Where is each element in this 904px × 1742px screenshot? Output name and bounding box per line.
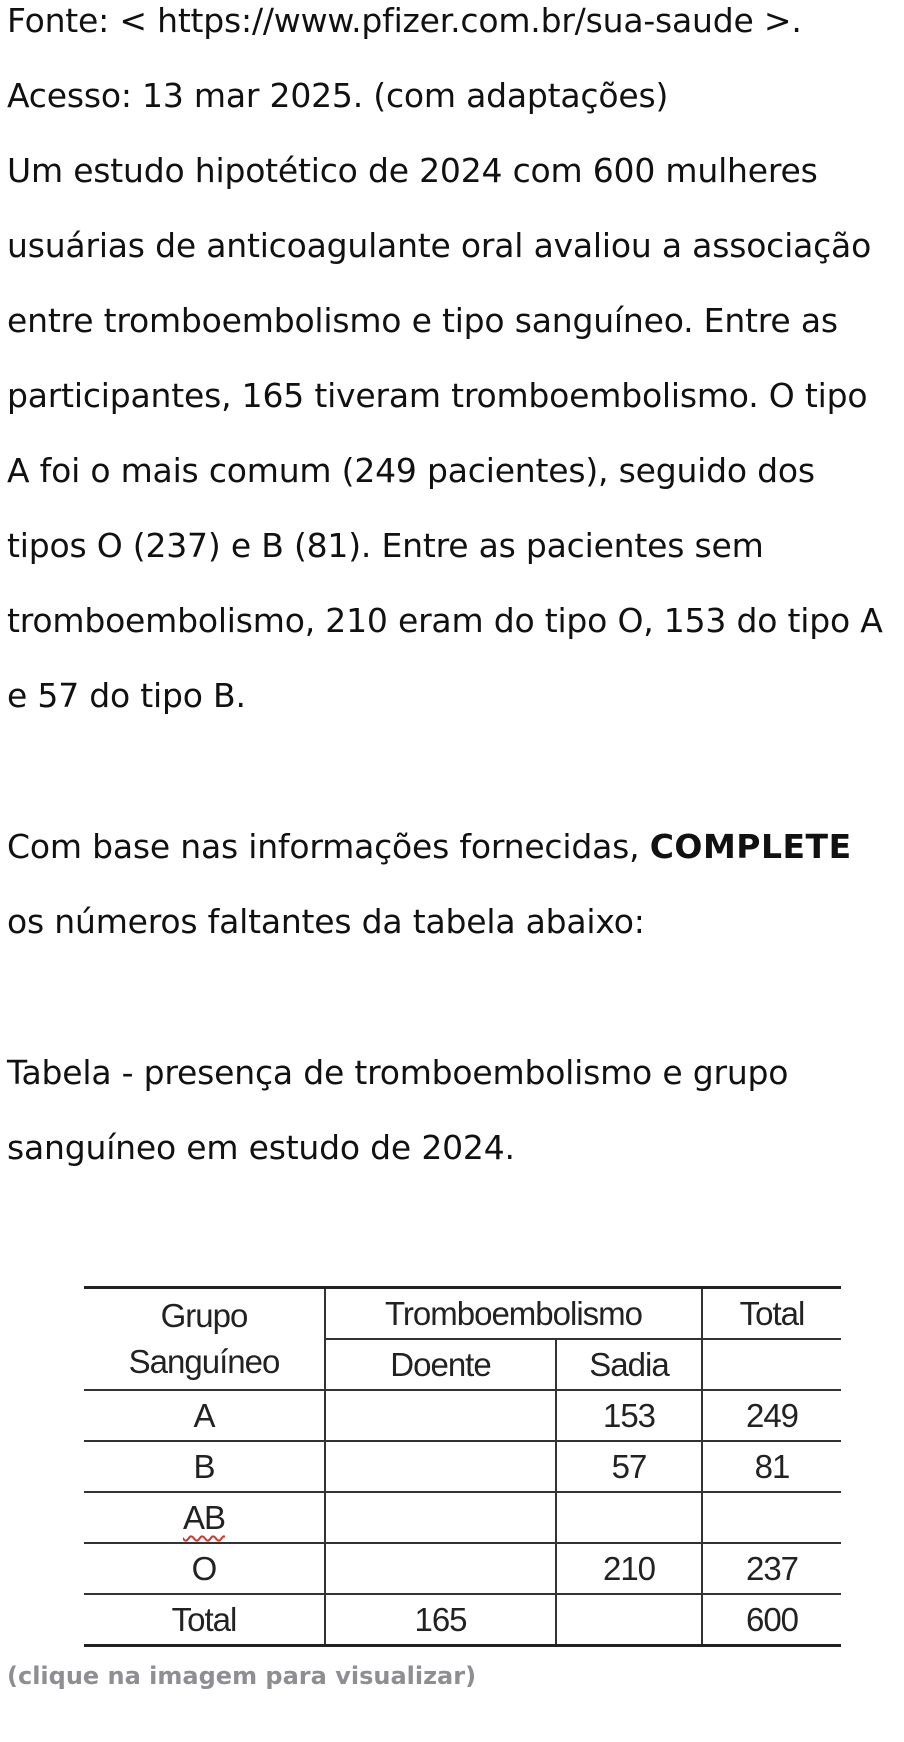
- cell-sadia: 57: [556, 1441, 702, 1492]
- cell-sadia: 153: [556, 1390, 702, 1441]
- instruction-text: Com base nas informações fornecidas,: [7, 827, 650, 866]
- cell-grupo: O: [84, 1543, 325, 1594]
- cell-doente: [325, 1543, 556, 1594]
- study-line-7: tromboembolismo, 210 eram do tipo O, 153 do tipo A: [7, 601, 883, 640]
- table-row-o: [84, 1543, 841, 1594]
- table-title-line-2: sanguíneo em estudo de 2024.: [7, 1128, 515, 1167]
- cell-total: 249: [702, 1390, 841, 1441]
- cell-grupo-ab-text: AB: [182, 1499, 226, 1536]
- header-grupo-line-1: Grupo: [160, 1297, 248, 1334]
- table-image[interactable]: [84, 1286, 841, 1656]
- blood-group-table: [84, 1286, 841, 1647]
- cell-grupo: B: [84, 1441, 325, 1492]
- header-grupo-sanguineo: [84, 1288, 325, 1391]
- cell-doente: [325, 1390, 556, 1441]
- header-doente: Doente: [325, 1339, 556, 1390]
- table-row-a: [84, 1390, 841, 1441]
- table-row-total: [84, 1594, 841, 1646]
- cell-doente: [325, 1492, 556, 1543]
- cell-sadia: [556, 1492, 702, 1543]
- header-sadia: Sadia: [556, 1339, 702, 1390]
- cell-total: 600: [702, 1594, 841, 1646]
- study-line-2: usuárias de anticoagulante oral avaliou a associação: [7, 226, 872, 265]
- cell-grupo: [84, 1492, 325, 1543]
- instruction-line-2: os números faltantes da tabela abaixo:: [7, 902, 645, 941]
- table-header-row-1: [84, 1288, 841, 1340]
- table-row-b: [84, 1441, 841, 1492]
- cell-doente: [325, 1441, 556, 1492]
- table-row-ab: [84, 1492, 841, 1543]
- study-line-5: A foi o mais comum (249 pacientes), seguido dos: [7, 451, 815, 490]
- instruction-emphasis: COMPLETE: [649, 827, 852, 866]
- source-line-1: Fonte: < https://www.pfizer.com.br/sua-saude >.: [7, 1, 802, 40]
- cell-total: 237: [702, 1543, 841, 1594]
- cell-total: [702, 1492, 841, 1543]
- source-line-2: Acesso: 13 mar 2025. (com adaptações): [7, 76, 669, 115]
- cell-sadia: 210: [556, 1543, 702, 1594]
- cell-grupo: Total: [84, 1594, 325, 1646]
- study-line-4: participantes, 165 tiveram tromboembolismo. O tipo: [7, 376, 868, 415]
- cell-doente: 165: [325, 1594, 556, 1646]
- study-line-8: e 57 do tipo B.: [7, 676, 246, 715]
- study-line-3: entre tromboembolismo e tipo sanguíneo. Entre as: [7, 301, 838, 340]
- header-total-blank: [702, 1339, 841, 1390]
- view-image-caption[interactable]: (clique na imagem para visualizar): [7, 1662, 477, 1690]
- header-grupo-line-2: Sanguíneo: [128, 1343, 280, 1380]
- cell-sadia: [556, 1594, 702, 1646]
- cell-total: 81: [702, 1441, 841, 1492]
- header-total: Total: [702, 1288, 841, 1340]
- study-line-1: Um estudo hipotético de 2024 com 600 mulheres: [7, 151, 818, 190]
- study-line-6: tipos O (237) e B (81). Entre as pacientes sem: [7, 526, 764, 565]
- header-tromboembolismo: Tromboembolismo: [325, 1288, 702, 1340]
- table-title-line-1: Tabela - presença de tromboembolismo e grupo: [7, 1053, 789, 1092]
- question-text: [7, 0, 897, 1185]
- instruction-line-1: [7, 809, 897, 884]
- cell-grupo: A: [84, 1390, 325, 1441]
